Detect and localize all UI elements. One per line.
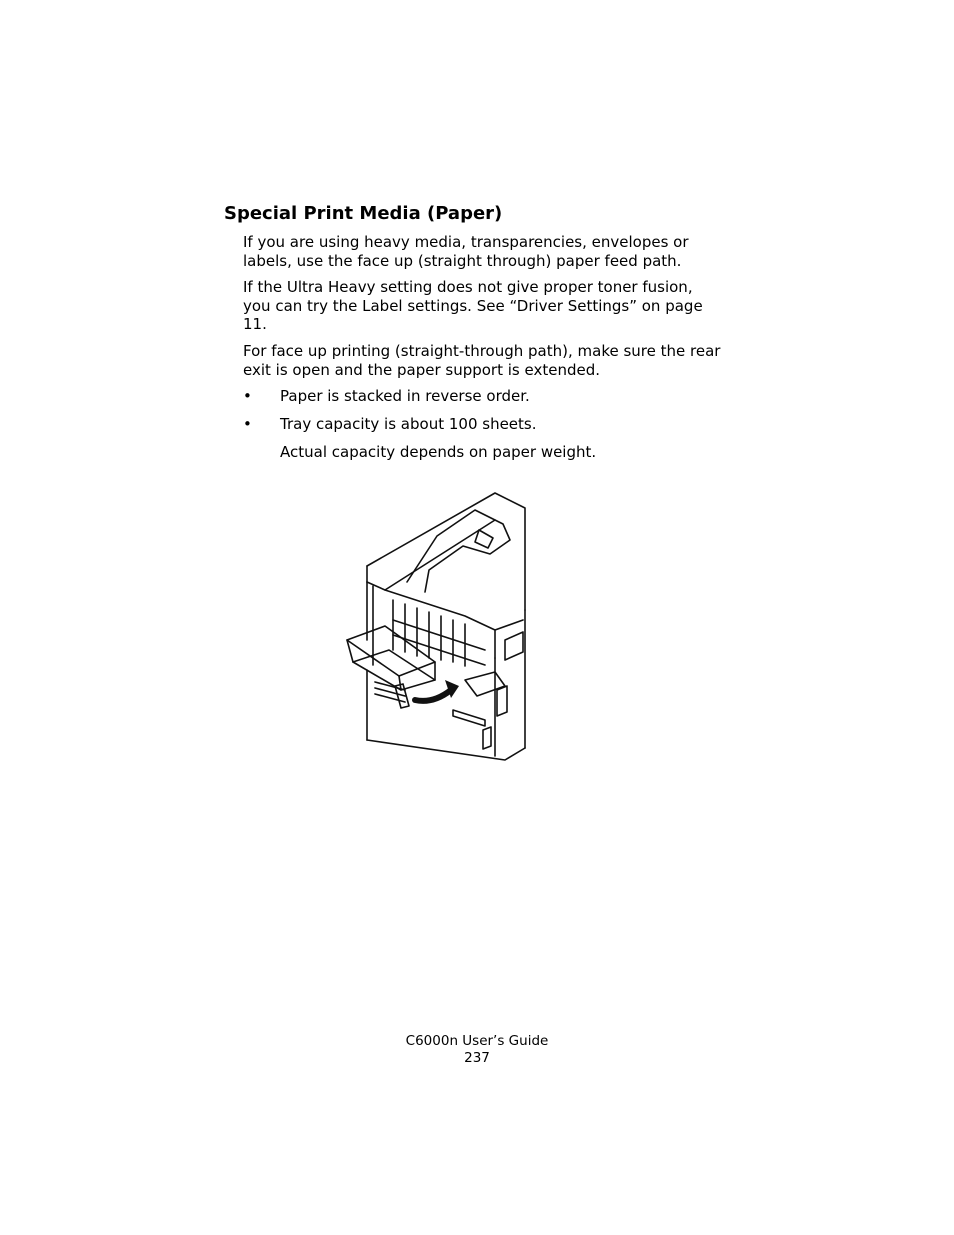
footer-page-number: 237 xyxy=(464,1050,490,1066)
paragraph-heavy-media: If you are using heavy media, transparencies, envelopes or labels, use the face up (straight through) paper feed path. xyxy=(243,233,689,270)
printer-rear-exit-illustration xyxy=(345,490,527,763)
printer-illustration-svg xyxy=(345,490,527,763)
capacity-note: Actual capacity depends on paper weight. xyxy=(280,443,597,461)
paragraph-face-up-printing: For face up printing (straight-through path), make sure the rear exit is open and the paper support is extended. xyxy=(243,342,721,379)
bullet-icon: • xyxy=(243,387,252,405)
footer-guide-title: C6000n User’s Guide xyxy=(405,1033,549,1049)
list-item-text: Paper is stacked in reverse order. xyxy=(280,387,530,405)
section-heading: Special Print Media (Paper) xyxy=(224,203,503,224)
bullet-icon: • xyxy=(243,415,252,433)
list-item-text: Tray capacity is about 100 sheets. xyxy=(280,415,537,433)
paragraph-ultra-heavy: If the Ultra Heavy setting does not give proper toner fusion, you can try the Label settings. See “Driver Settings” on page 11. xyxy=(243,278,703,333)
